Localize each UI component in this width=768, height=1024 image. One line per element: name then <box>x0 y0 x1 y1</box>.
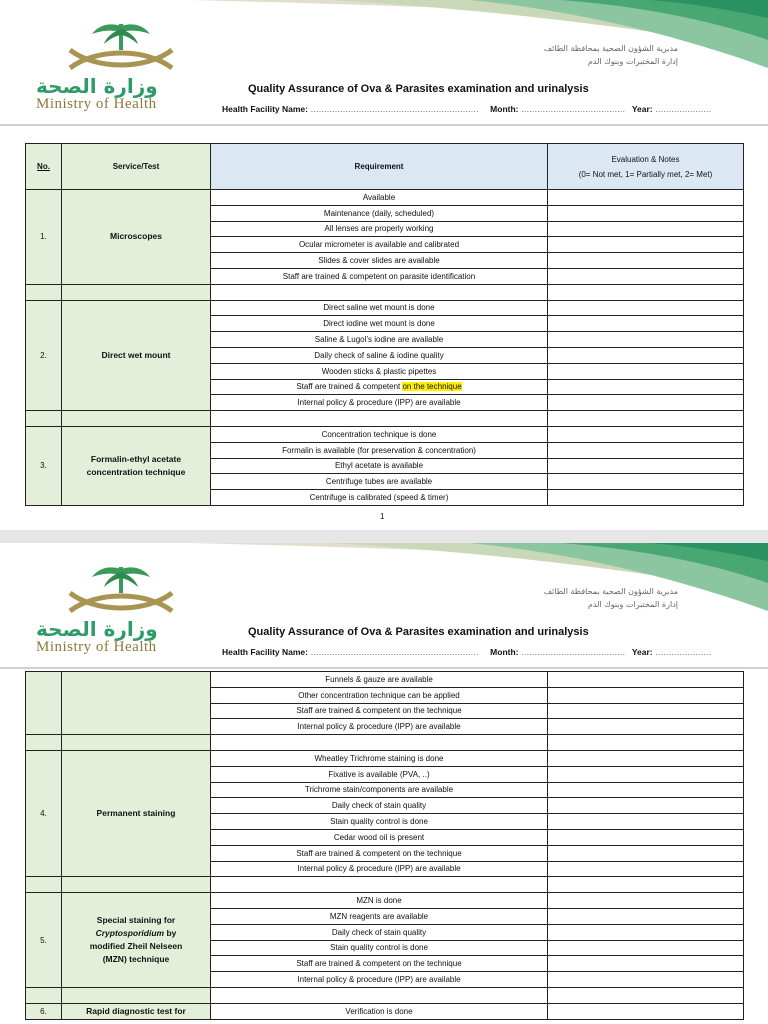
requirement-cell: Concentration technique is done <box>211 426 548 442</box>
year-label: Year: <box>631 647 653 657</box>
evaluation-cell[interactable] <box>548 426 744 442</box>
evaluation-cell[interactable] <box>548 782 744 798</box>
table-row <box>26 893 744 909</box>
document-title: Quality Assurance of Ova & Parasites examination and urinalysis <box>248 83 589 95</box>
service-test-name <box>62 672 211 735</box>
service-test-name <box>62 1003 211 1019</box>
evaluation-cell[interactable] <box>548 972 744 988</box>
requirement-text: Staff are trained & competent <box>296 382 403 392</box>
evaluation-cell[interactable] <box>548 221 744 237</box>
spacer-requirement <box>211 284 548 300</box>
evaluation-cell[interactable] <box>548 703 744 719</box>
spacer-evaluation[interactable] <box>548 735 744 751</box>
requirement-cell: Daily check of saline & iodine quality <box>211 347 548 363</box>
year-label: Year: <box>631 104 653 114</box>
month-blank[interactable]: ………………………………… <box>520 647 625 657</box>
evaluation-cell[interactable] <box>548 829 744 845</box>
section-number: 2. <box>26 300 62 411</box>
ministry-arabic-name: وزارة الصحة <box>36 617 158 641</box>
header-requirement: Requirement <box>211 144 548 190</box>
month-blank[interactable]: ………………………………… <box>520 104 625 114</box>
requirement-cell: Fixative is available (PVA, ..) <box>211 766 548 782</box>
spacer-requirement <box>211 877 548 893</box>
evaluation-cell[interactable] <box>548 268 744 284</box>
evaluation-cell[interactable] <box>548 766 744 782</box>
requirement-cell: Wooden sticks & plastic pipettes <box>211 363 548 379</box>
spacer-evaluation[interactable] <box>548 987 744 1003</box>
requirement-cell: Internal policy & procedure (IPP) are available <box>211 972 548 988</box>
header-evaluation <box>548 144 744 190</box>
evaluation-cell[interactable] <box>548 474 744 490</box>
spacer-no <box>26 987 62 1003</box>
spacer-row <box>26 411 744 427</box>
directorate-arabic-text <box>544 42 678 68</box>
spacer-evaluation[interactable] <box>548 411 744 427</box>
header-service: Service/Test <box>62 144 211 190</box>
requirement-cell: Daily check of stain quality <box>211 798 548 814</box>
directorate-line-2: إدارة المختبرات وبنوك الدم <box>587 57 678 66</box>
evaluation-cell[interactable] <box>548 924 744 940</box>
evaluation-cell[interactable] <box>548 845 744 861</box>
evaluation-cell[interactable] <box>548 956 744 972</box>
service-test-name <box>62 750 211 876</box>
spacer-service <box>62 735 211 751</box>
requirement-cell: Staff are trained & competent on the technique <box>211 956 548 972</box>
evaluation-cell[interactable] <box>548 798 744 814</box>
requirement-cell: Cedar wood oil is present <box>211 829 548 845</box>
spacer-evaluation[interactable] <box>548 284 744 300</box>
service-line: (MZN) technique <box>102 954 170 965</box>
requirement-cell: Wheatley Trichrome staining is done <box>211 750 548 766</box>
section-number <box>26 672 62 735</box>
requirement-cell <box>211 379 548 395</box>
requirement-cell: Slides & cover slides are available <box>211 253 548 269</box>
requirement-cell: MZN reagents are available <box>211 908 548 924</box>
document-page-2 <box>0 543 768 1024</box>
requirement-cell: All lenses are properly working <box>211 221 548 237</box>
month-label: Month: <box>490 104 519 114</box>
requirement-cell: Ethyl acetate is available <box>211 458 548 474</box>
service-line: Special staining for <box>96 915 176 926</box>
service-line: Permanent staining <box>96 808 176 819</box>
evaluation-cell[interactable] <box>548 814 744 830</box>
evaluation-cell[interactable] <box>548 253 744 269</box>
evaluation-cell[interactable] <box>548 750 744 766</box>
evaluation-cell[interactable] <box>548 687 744 703</box>
evaluation-cell[interactable] <box>548 395 744 411</box>
requirement-cell: Internal policy & procedure (IPP) are available <box>211 861 548 877</box>
requirement-cell: Ocular micrometer is available and calibrated <box>211 237 548 253</box>
year-blank[interactable]: ………………… <box>654 104 711 114</box>
spacer-service <box>62 284 211 300</box>
table-row <box>26 750 744 766</box>
organism-name: Cryptosporidium <box>95 928 165 939</box>
directorate-line-2: إدارة المختبرات وبنوك الدم <box>587 600 678 609</box>
header-fields <box>222 104 711 114</box>
spacer-no <box>26 877 62 893</box>
requirement-cell: Internal policy & procedure (IPP) are available <box>211 395 548 411</box>
spacer-requirement <box>211 411 548 427</box>
evaluation-cell[interactable] <box>548 458 744 474</box>
evaluation-cell[interactable] <box>548 940 744 956</box>
evaluation-cell[interactable] <box>548 908 744 924</box>
requirement-cell: MZN is done <box>211 893 548 909</box>
table-row <box>26 1003 744 1019</box>
section-number: 6. <box>26 1003 62 1019</box>
requirement-cell: Stain quality control is done <box>211 940 548 956</box>
service-line: concentration technique <box>86 466 186 477</box>
evaluation-cell[interactable] <box>548 379 744 395</box>
evaluation-cell[interactable] <box>548 332 744 348</box>
evaluation-cell[interactable] <box>548 442 744 458</box>
spacer-service <box>62 411 211 427</box>
ministry-logo <box>36 20 206 112</box>
service-line: Rapid diagnostic test for <box>86 1005 186 1016</box>
facility-label: Health Facility Name: <box>222 104 308 114</box>
ministry-english-name: Ministry of Health <box>36 96 157 112</box>
spacer-no <box>26 735 62 751</box>
section-number: 3. <box>26 426 62 505</box>
evaluation-cell[interactable] <box>548 719 744 735</box>
requirement-cell: Other concentration technique can be applied <box>211 687 548 703</box>
spacer-row <box>26 735 744 751</box>
table-row <box>26 190 744 206</box>
service-test-name <box>62 893 211 988</box>
requirement-cell: Funnels & gauze are available <box>211 672 548 688</box>
service-line: by <box>166 928 177 939</box>
evaluation-cell[interactable] <box>548 490 744 506</box>
table-row <box>26 426 744 442</box>
table-row <box>26 300 744 316</box>
month-label: Month: <box>490 647 519 657</box>
evaluation-cell[interactable] <box>548 861 744 877</box>
requirement-cell: Staff are trained & competent on the technique <box>211 845 548 861</box>
service-line: Microscopes <box>110 231 162 242</box>
service-test-name <box>62 190 211 285</box>
evaluation-cell[interactable] <box>548 316 744 332</box>
spacer-requirement <box>211 735 548 751</box>
requirement-cell: Verification is done <box>211 1003 548 1019</box>
facility-blank[interactable]: ……………………………………………………… <box>310 104 479 114</box>
spacer-no <box>26 411 62 427</box>
requirement-cell: Saline & Lugol’s iodine are available <box>211 332 548 348</box>
table-header-row <box>26 144 744 190</box>
evaluation-title: Evaluation & Notes <box>611 154 680 164</box>
spacer-service <box>62 877 211 893</box>
requirement-cell: Centrifuge is calibrated (speed & timer) <box>211 490 548 506</box>
ministry-logo <box>36 563 206 655</box>
service-test-name <box>62 426 211 505</box>
evaluation-cell[interactable] <box>548 347 744 363</box>
evaluation-cell[interactable] <box>548 237 744 253</box>
header-no: No. <box>26 144 62 190</box>
requirement-cell: Maintenance (daily, scheduled) <box>211 205 548 221</box>
spacer-evaluation[interactable] <box>548 877 744 893</box>
evaluation-scale: (0= Not met, 1= Partially met, 2= Met) <box>578 169 713 179</box>
section-number: 5. <box>26 893 62 988</box>
table-row <box>26 672 744 688</box>
evaluation-cell[interactable] <box>548 300 744 316</box>
qa-checklist-table-page-2 <box>25 671 744 1020</box>
ministry-english-name: Ministry of Health <box>36 639 157 655</box>
spacer-row <box>26 877 744 893</box>
service-line: Direct wet mount <box>101 349 171 360</box>
spacer-requirement <box>211 987 548 1003</box>
evaluation-cell[interactable] <box>548 672 744 688</box>
requirement-cell: Formalin is available (for preservation & concentration) <box>211 442 548 458</box>
service-test-name <box>62 300 211 411</box>
requirement-cell: Direct saline wet mount is done <box>211 300 548 316</box>
evaluation-cell[interactable] <box>548 363 744 379</box>
document-title: Quality Assurance of Ova & Parasites examination and urinalysis <box>248 626 589 638</box>
spacer-no <box>26 284 62 300</box>
requirement-cell: Staff are trained & competent on the technique <box>211 703 548 719</box>
page-header <box>0 0 768 125</box>
year-blank[interactable]: ………………… <box>654 647 711 657</box>
header-divider <box>0 124 768 126</box>
header-fields <box>222 647 711 657</box>
section-number: 4. <box>26 750 62 876</box>
evaluation-cell[interactable] <box>548 190 744 206</box>
requirement-cell: Centrifuge tubes are available <box>211 474 548 490</box>
spacer-row <box>26 284 744 300</box>
palm-swords-emblem <box>56 563 186 615</box>
page-number: 1 <box>380 512 385 521</box>
evaluation-cell[interactable] <box>548 205 744 221</box>
directorate-line-1: مديرية الشؤون الصحية بمحافظة الطائف <box>543 44 678 53</box>
palm-swords-emblem <box>56 20 186 72</box>
section-number: 1. <box>26 190 62 285</box>
facility-blank[interactable]: ……………………………………………………… <box>310 647 479 657</box>
header-divider <box>0 667 768 669</box>
spacer-row <box>26 987 744 1003</box>
requirement-cell: Trichrome stain/components are available <box>211 782 548 798</box>
directorate-arabic-text <box>544 585 678 611</box>
evaluation-cell[interactable] <box>548 1003 744 1019</box>
qa-checklist-table-page-1 <box>25 143 744 506</box>
highlighted-text: on the technique <box>402 382 462 392</box>
spacer-service <box>62 987 211 1003</box>
requirement-cell: Direct iodine wet mount is done <box>211 316 548 332</box>
requirement-cell: Daily check of stain quality <box>211 924 548 940</box>
requirement-cell: Internal policy & procedure (IPP) are available <box>211 719 548 735</box>
facility-label: Health Facility Name: <box>222 647 308 657</box>
service-line: Formalin-ethyl acetate <box>90 453 182 464</box>
requirement-cell: Available <box>211 190 548 206</box>
directorate-line-1: مديرية الشؤون الصحية بمحافظة الطائف <box>543 587 678 596</box>
page-header <box>0 543 768 668</box>
ministry-arabic-name: وزارة الصحة <box>36 74 158 98</box>
evaluation-cell[interactable] <box>548 893 744 909</box>
service-line: modified Zheil Nelseen <box>89 941 183 952</box>
requirement-cell: Staff are trained & competent on parasite identification <box>211 268 548 284</box>
requirement-cell: Stain quality control is done <box>211 814 548 830</box>
